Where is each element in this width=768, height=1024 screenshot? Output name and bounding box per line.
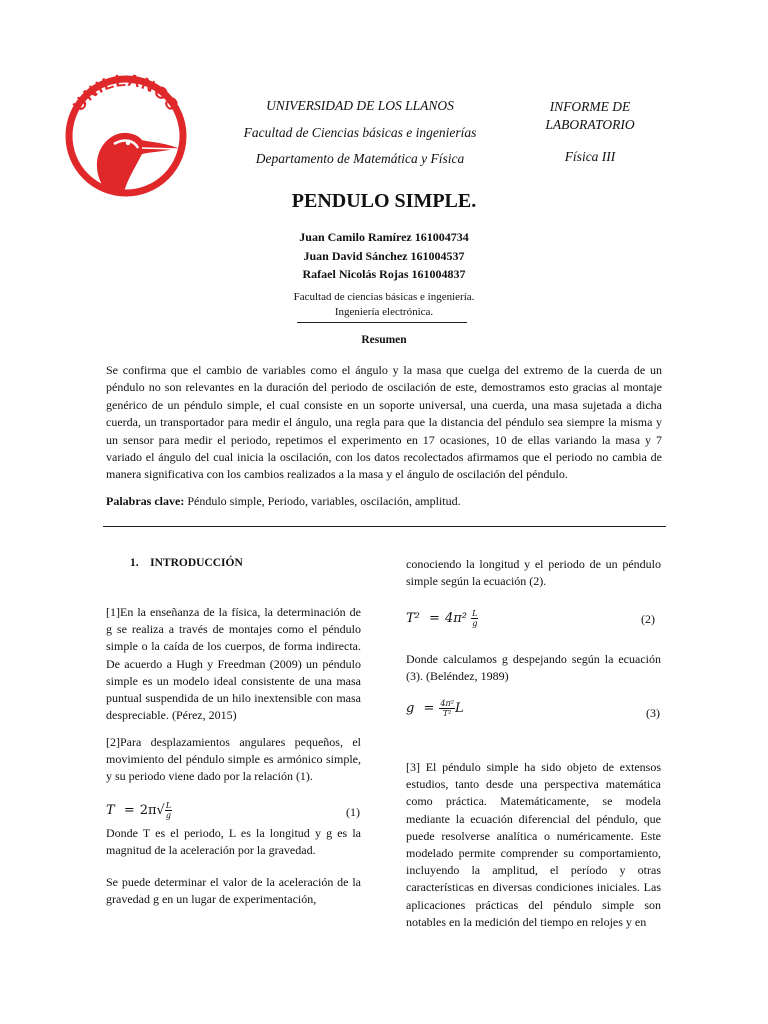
author: Juan David Sánchez 161004537	[303, 248, 465, 263]
author: Juan Camilo Ramírez 161004734	[299, 230, 469, 244]
paragraph: [1]En la enseñanza de la física, la determinación de g se realiza a través de montajes como el péndulo simple o la caída de los cuerpos, de forma indirecta. De acuerdo a Hugh y Freedman (2009) un péndulo simple es un modelo ideal consistente de una masa puntual suspendida de un hilo inextensible con masa despreciable. (Pérez, 2015)	[106, 605, 361, 723]
course-name: Física III	[564, 149, 616, 164]
paragraph: conociendo la longitud y el periodo de un péndulo simple según la ecuación (2).	[406, 557, 661, 589]
paragraph: [2]Para desplazamientos angulares pequeños, el movimiento del péndulo simple es armónico simple, y su periodo viene dado por la relación (1).	[106, 735, 361, 784]
keywords	[106, 494, 662, 509]
equation-2: T² = 4π² $\frac{L}{g}$	[406, 609, 478, 628]
university-logo	[62, 70, 190, 198]
abstract-bottom-rule	[103, 526, 666, 527]
abstract-text: Se confirma que el cambio de variables como el ángulo y la masa que cuelga del extremo de la cuerda de un péndulo no son relevantes en la duración del periodo de oscilación de este, demostramos esto gracias al montaje genérico de un péndulo simple, el cual consiste en un soporte universal, una cuerda, una masa sujetada a dicha cuerda, un transportador para medir el ángulo, una regla para que la distancia del péndulo sea siempre la misma y un sensor para medir el periodo, repetimos el experimento en 17 ocasiones, 10 de ellas variando la masa y 7 variado el ángulo del cual inicia la oscilación, con los datos recolectados afirmamos que el periodo no cambia de manera significativa con los cambios realizados a la masa y el ángulo de oscilación del péndulo.	[106, 363, 662, 482]
paragraph: Donde T es el periodo, L es la longitud y g es la magnitud de la aceleración por la gravedad.	[106, 826, 361, 858]
equation-number: (3)	[646, 706, 660, 720]
paragraph: [3] El péndulo simple ha sido objeto de extensos estudios, tanto desde una perspectiva matemática como práctica. Matemáticamente, se modela mediante la ecuación diferencial del péndulo, que puede resolverse analítica o numéricamente. Este modelado permite comprender su comportamiento, incluyendo la amplitud, el período y otras características en diversas condiciones iniciales. Las aplicaciones prácticas del péndulo simple son notables en la medición del tiempo en relojes y en	[406, 760, 661, 929]
paper-title: PENDULO SIMPLE.	[291, 190, 477, 212]
university-name: UNIVERSIDAD DE LOS LLANOS	[266, 98, 454, 113]
report-type-line2: LABORATORIO	[545, 117, 635, 132]
abstract-top-rule	[297, 322, 467, 323]
header-report-info	[520, 98, 660, 166]
affiliation-line: Ingeniería electrónica.	[334, 306, 434, 318]
paragraph: Se puede determinar el valor de la aceleración de la gravedad g en un lugar de experimentación,	[106, 875, 361, 907]
department-name: Departamento de Matemática y Física	[255, 151, 465, 166]
svg-text:UNILLANOS	[69, 71, 183, 115]
paragraph: Donde calculamos g despejando según la ecuación (3). (Beléndez, 1989)	[406, 652, 661, 684]
header-institution	[230, 96, 490, 176]
affiliation	[0, 290, 768, 320]
author: Rafael Nicolás Rojas 161004837	[302, 267, 466, 281]
equation-number: (1)	[346, 805, 360, 819]
section-heading: 1. INTRODUCCIÓN	[130, 557, 243, 569]
abstract-heading: Resumen	[361, 334, 407, 346]
logo-text: UNILLANOS	[69, 70, 183, 115]
report-type-line1: INFORME DE	[549, 99, 631, 114]
equation-1: T = 2π√ $\frac{L}{g}$	[106, 801, 172, 820]
author-list	[0, 228, 768, 284]
keywords-text: Péndulo simple, Periodo, variables, oscilación, amplitud.	[187, 494, 461, 508]
keywords-label: Palabras clave:	[106, 494, 185, 508]
equation-number: (2)	[641, 612, 655, 626]
faculty-name: Facultad de Ciencias básicas e ingenierías	[243, 124, 477, 140]
affiliation-line: Facultad de ciencias básicas e ingeniería.	[293, 291, 475, 303]
equation-3: g = $\frac{\text{4π²}}{\text{T²}}$ L	[406, 699, 464, 718]
